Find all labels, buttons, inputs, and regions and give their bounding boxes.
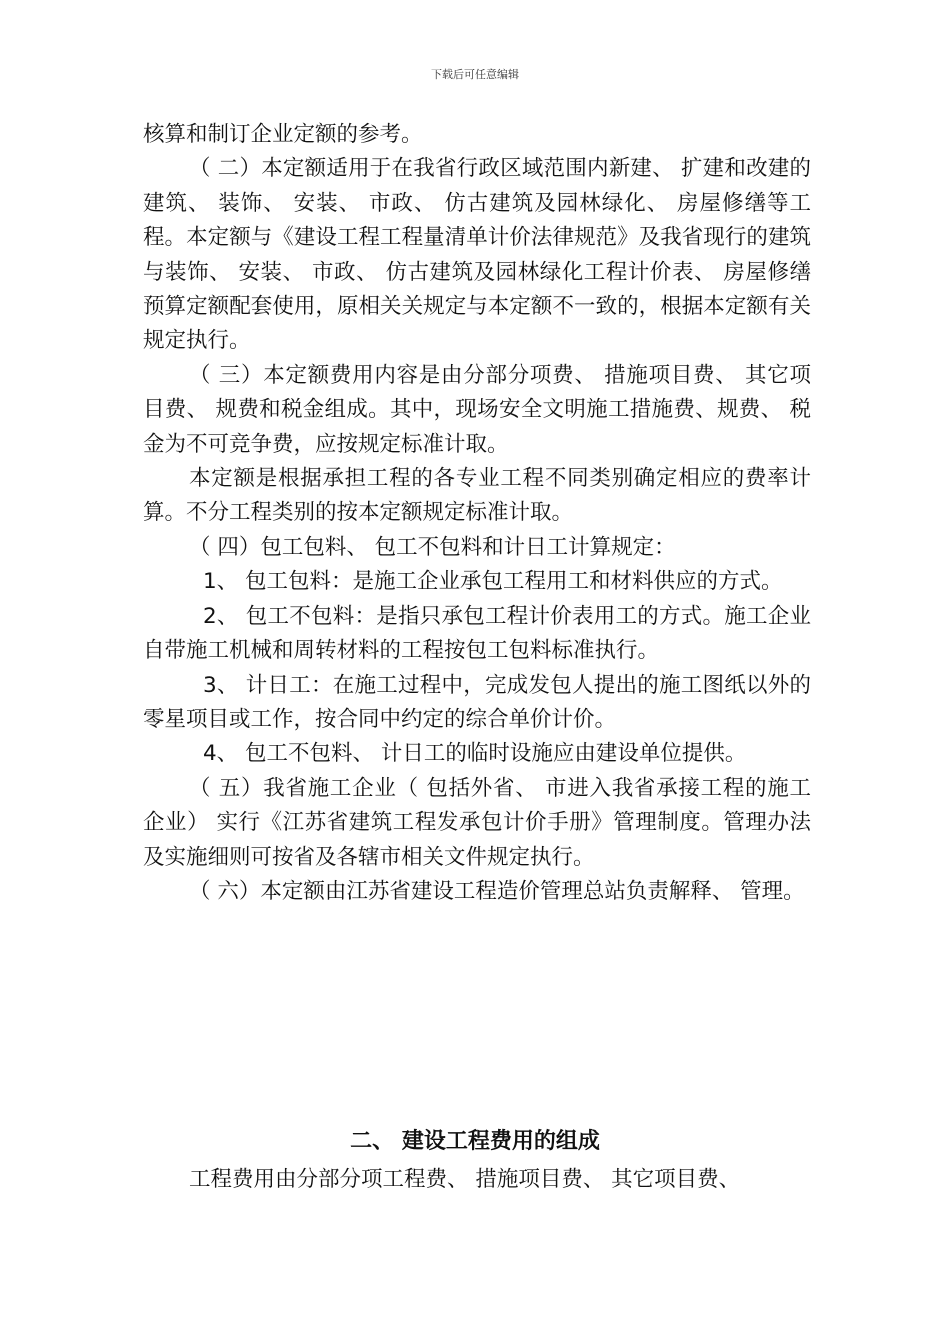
paragraph: （ 三）本定额费用内容是由分部分项费、 措施项目费、 其它项目费、 规费和税金组成。其中，现场安全文明施工措施费、规费、 税金为不可竞争费，应按规定标准计取。: [143, 362, 811, 457]
paragraph: 核算和制订企业定额的参考。: [143, 122, 423, 147]
paragraph: 工程费用由分部分项工程费、 措施项目费、 其它项目费、: [189, 1167, 741, 1192]
paragraph: 3、 计日工：在施工过程中，完成发包人提出的施工图纸以外的零星项目或工作，按合同中约定的综合单价计价。: [143, 672, 811, 732]
paragraph: （ 五）我省施工企业（ 包括外省、 市进入我省承接工程的施工企业） 实行《江苏省建筑工程发承包计价手册》管理制度。管理办法及实施细则可按省及各辖市相关文件规定执行。: [143, 775, 811, 870]
paragraph: 2、 包工不包料：是指只承包工程计价表用工的方式。施工企业自带施工机械和周转材料的工程按包工包料标准执行。: [143, 603, 811, 664]
paragraph: 4、 包工不包料、 计日工的临时设施应由建设单位提供。: [203, 741, 747, 767]
document-body: [143, 118, 811, 909]
section-title: 二、 建设工程费用的组成: [350, 1129, 600, 1154]
paragraph: （ 四）包工包料、 包工不包料和计日工计算规定：: [189, 534, 676, 560]
paragraph: 1、 包工包料：是施工企业承包工程用工和材料供应的方式。: [203, 569, 783, 595]
paragraph: （ 六）本定额由江苏省建设工程造价管理总站负责解释、 管理。: [189, 878, 805, 904]
page-header: 下载后可任意编辑: [431, 68, 519, 81]
section-body: [143, 1163, 811, 1197]
paragraph: 本定额是根据承担工程的各专业工程不同类别确定相应的费率计算。不分工程类别的按本定额规定标准计取。: [143, 466, 811, 526]
paragraph: （ 二）本定额适用于在我省行政区域范围内新建、 扩建和改建的建筑、 装饰、 安装、 市政、 仿古建筑及园林绿化、 房屋修缮等工程。本定额与《建设工程工程量清单计价法律规范》及我省现行的建筑与装饰、 安装、 市政、 仿古建筑及园林绿化工程计价表、 房屋修缮预算定额配套使用，原相关关规定与本定额不一致的，根据本定额有关规定执行。: [143, 156, 811, 354]
